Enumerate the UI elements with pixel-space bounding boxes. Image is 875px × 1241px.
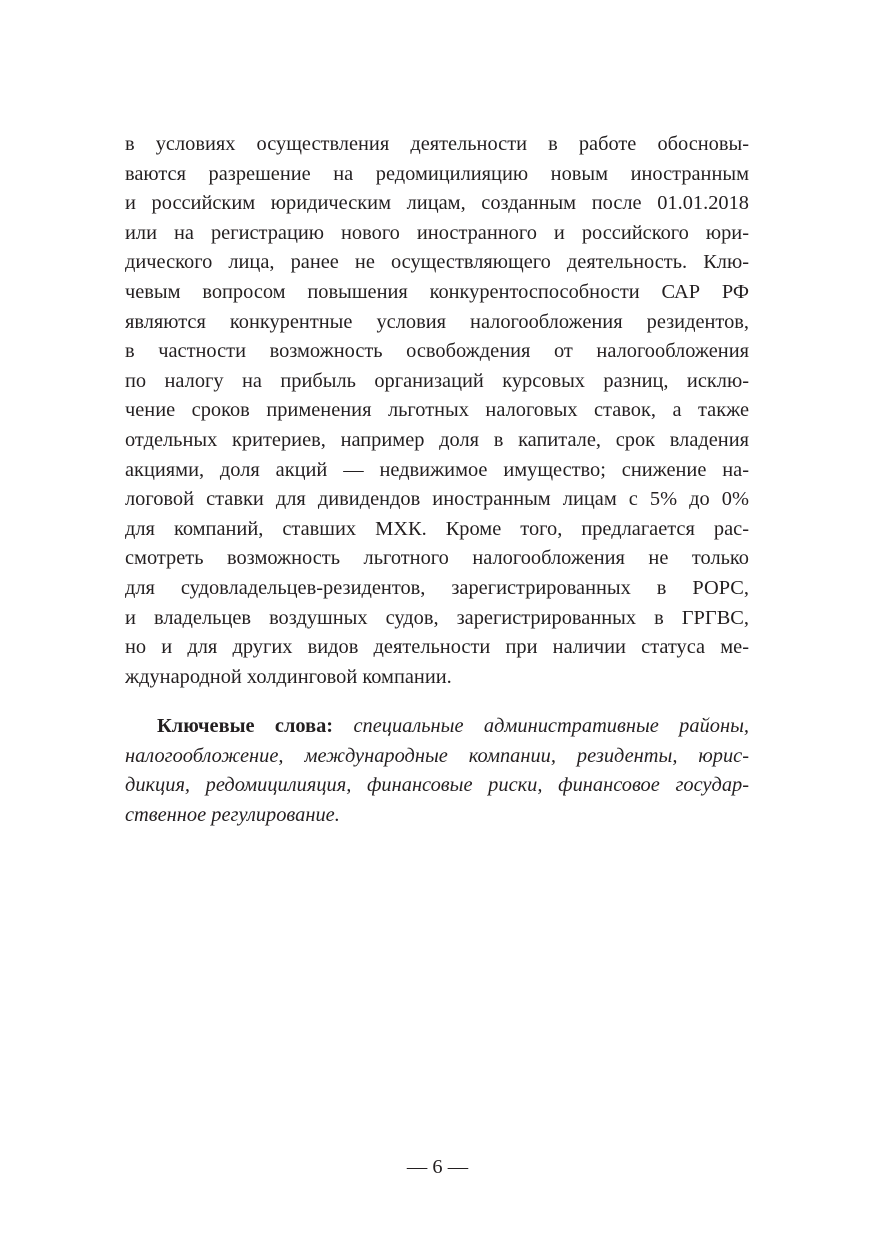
body-line: отдельных критериев, например доля в капитале, срок владения: [125, 428, 749, 451]
body-line: по налогу на прибыль организаций курсовых разниц, исклю-: [125, 369, 749, 392]
body-line: дического лица, ранее не осуществляющего деятельность. Клю-: [125, 251, 749, 274]
body-line: в условиях осуществления деятельности в работе обосновы-: [125, 133, 749, 155]
body-line: но и для других видов деятельности при наличии статуса ме-: [125, 636, 749, 659]
body-line: ждународной холдинговой компании.: [125, 665, 452, 688]
keywords-text: специальные административные районы,: [353, 715, 749, 737]
body-line: или на регистрацию нового иностранного и российского юри-: [125, 221, 749, 244]
body-line: в частности возможность освобождения от налогообложения: [125, 340, 749, 363]
keywords-line: [125, 712, 749, 742]
keywords-block: [125, 712, 749, 830]
keywords-line: ственное регулирование.: [125, 803, 340, 826]
body-line: являются конкурентные условия налогообложения резидентов,: [125, 310, 749, 333]
page-number: — 6 —: [406, 1156, 469, 1178]
body-line: чевым вопросом повышения конкурентоспособности САР РФ: [125, 280, 749, 303]
body-line: и российским юридическим лицам, созданным после 01.01.2018: [125, 192, 749, 215]
body-line: логовой ставки для дивидендов иностранным лицам с 5% до 0%: [125, 488, 749, 511]
body-line: смотреть возможность льготного налогообложения не только: [125, 547, 749, 570]
body-line: и владельцев воздушных судов, зарегистрированных в ГРГВС,: [125, 606, 749, 629]
body-paragraph: [125, 130, 749, 692]
keywords-label: Ключевые слова:: [157, 715, 334, 737]
body-line: чение сроков применения льготных налоговых ставок, а также: [125, 399, 749, 422]
keywords-line: дикция, редомицилияция, финансовые риски, финансовое государ-: [125, 774, 749, 797]
body-line: акциями, доля акций — недвижимое имущество; снижение на-: [125, 458, 749, 481]
body-line: ваются разрешение на редомицилияцию новым иностранным: [125, 162, 749, 185]
body-line: для компаний, ставших МХК. Кроме того, предлагается рас-: [125, 517, 749, 540]
body-line: для судовладельцев-резидентов, зарегистрированных в РОРС,: [125, 576, 749, 599]
keywords-line: налогообложение, международные компании, резиденты, юрис-: [125, 744, 749, 767]
